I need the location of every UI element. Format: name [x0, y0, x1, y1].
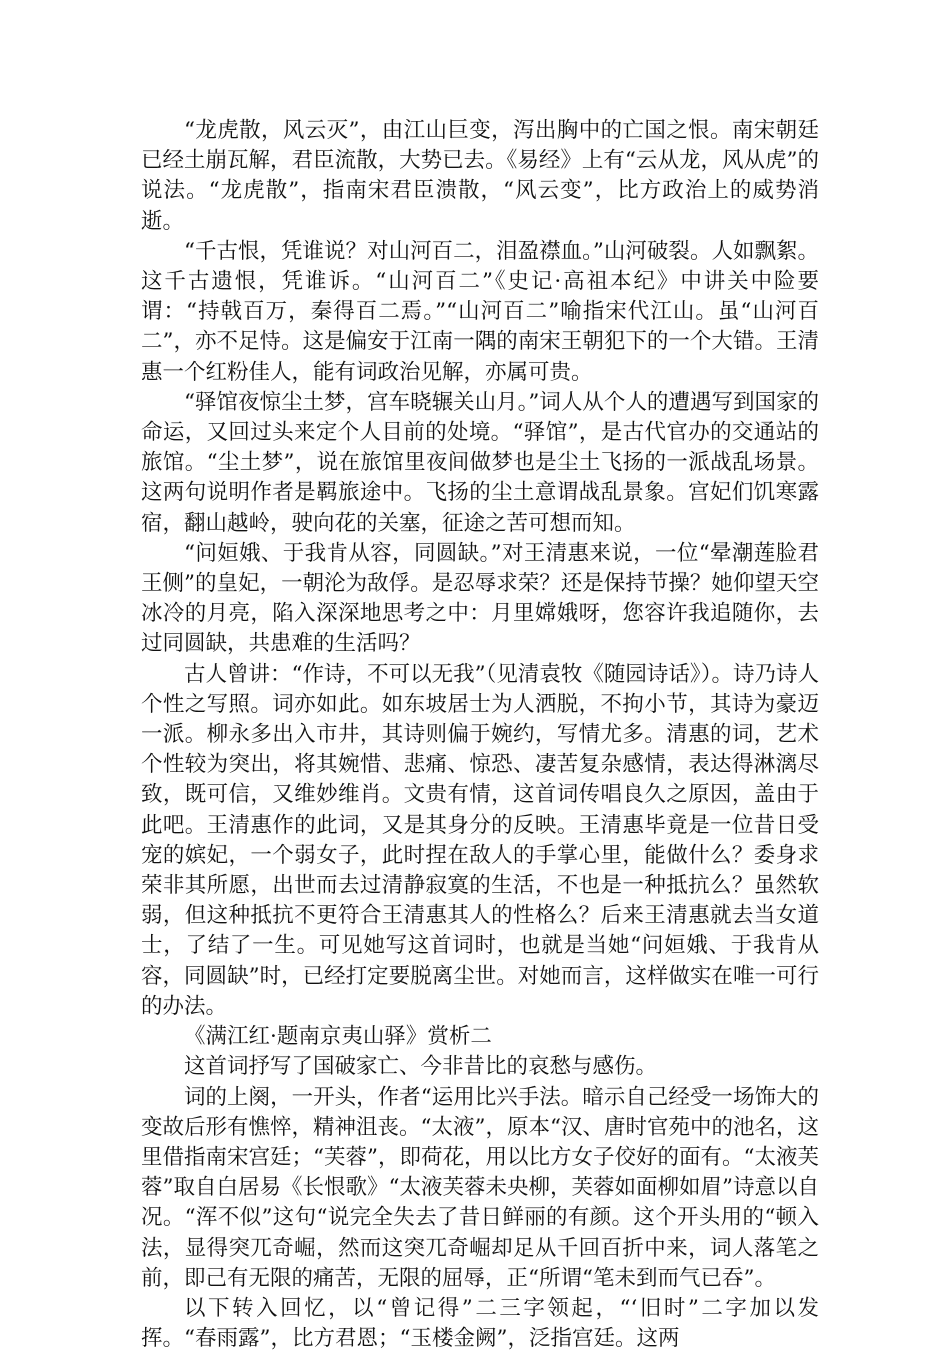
paragraph-5: 古人曾讲：“作诗，不可以无我”（见清袁牧《随园诗话》）。诗乃诗人个性之写照。词亦如此。如东坡居士为人洒脱，不拘小节，其诗为豪迈一派。柳永多出入市井，其诗则偏于婉约，写情尤多。清惠的词，艺术个性较为突出，将其婉惜、悲痛、惊恐、凄苦复杂感情，表达得淋漓尽致，既可信，又维妙维肖。文贵有情，这首词传唱良久之原因，盖由于此吧。王清惠作的此词，又是其身分的反映。王清惠毕竟是一位昔日受宠的嫔妃，一个弱女子，此时捏在敌人的手掌心里，能做什么？委身求荣非其所愿，出世而去过清静寂寞的生活，不也是一种抵抗么？虽然软弱，但这种抵抗不更符合王清惠其人的性格么？后来王清惠就去当女道士，了结了一生。可见她写这首词时，也就是当她“问姮娥、于我肯从容，同圆缺”时，已经打定要脱离尘世。对她而言，这样做实在唯一可行的办法。	[141, 661, 819, 1019]
paragraph-1: “龙虎散，风云灭”，由江山巨变，泻出胸中的亡国之恨。南宋朝廷已经土崩瓦解，君臣流散，大势已去。《易经》上有“云从龙，风从虎”的说法。“龙虎散”，指南宋君臣溃散，“风云变”，比方政治上的威势消逝。	[141, 118, 819, 234]
paragraph-8: 以下转入回忆，以“曾记得”二三字领起，“‘旧时”二字加以发挥。“春雨露”，比方君恩；“玉楼金阙”，泛指宫廷。这两	[141, 1295, 819, 1352]
section-title: 《满江红·题南京夷山驿》赏析二	[184, 1024, 492, 1050]
paragraph-6: 这首词抒写了国破家亡、今非昔比的哀愁与感伤。	[184, 1054, 658, 1080]
paragraph-2: “千古恨，凭谁说？对山河百二，泪盈襟血。”山河破裂。人如飘絮。这千古遗恨，凭谁诉。“山河百二”《史记·高祖本纪》中讲关中险要谓：“持戟百万，秦得百二焉。”“山河百二”喻指宋代江山。虽“山河百二”，亦不足恃。这是偏安于江南一隅的南宋王朝犯下的一个大错。王清惠一个红粉佳人，能有词政治见解，亦属可贵。	[141, 238, 819, 385]
paragraph-4: “问姮娥、于我肯从容，同圆缺。”对王清惠来说，一位“晕潮莲脸君王侧”的皇妃，一朝沦为敌俘。是忍辱求荣？还是保持节操？她仰望天空冰冷的月亮，陷入深深地思考之中：月里嫦娥呀，您容许我追随你，去过同圆缺，共患难的生活吗？	[141, 540, 819, 657]
paragraph-7: 词的上阕，一开头，作者“运用比兴手法。暗示自己经受一场饰大的变故后形有憔悴，精神沮丧。“太液”，原本“汉、唐时官苑中的池名，这里借指南宋宫廷；“芙蓉”，即荷花，用以比方女子佼好的面有。“太液芙蓉”取自白居易《长恨歌》“太液芙蓉未央柳，芙蓉如面柳如眉”诗意以自况。“浑不似”这句“说完全失去了昔日鲜丽的有颜。这个开头用的“顿入法，显得突兀奇崛，然而这突兀奇崛却足从千回百折中来，词人落笔之前，即己有无限的痛苦，无限的屈辱，正“所谓“笔未到而气已吞”。	[141, 1084, 819, 1291]
paragraph-3: “驿馆夜惊尘土梦，宫车晓辗关山月。”词人从个人的遭遇写到国家的命运，又回过头来定个人目前的处境。“驿馆”，是古代官办的交通站的旅馆。“尘土梦”，说在旅馆里夜间做梦也是尘土飞扬的一派战乱场景。这两句说明作者是羁旅途中。飞扬的尘土意谓战乱景象。宫妃们饥寒露宿，翻山越岭，驶向花的关塞，征途之苦可想而知。	[141, 389, 819, 536]
document-page	[141, 116, 819, 1354]
